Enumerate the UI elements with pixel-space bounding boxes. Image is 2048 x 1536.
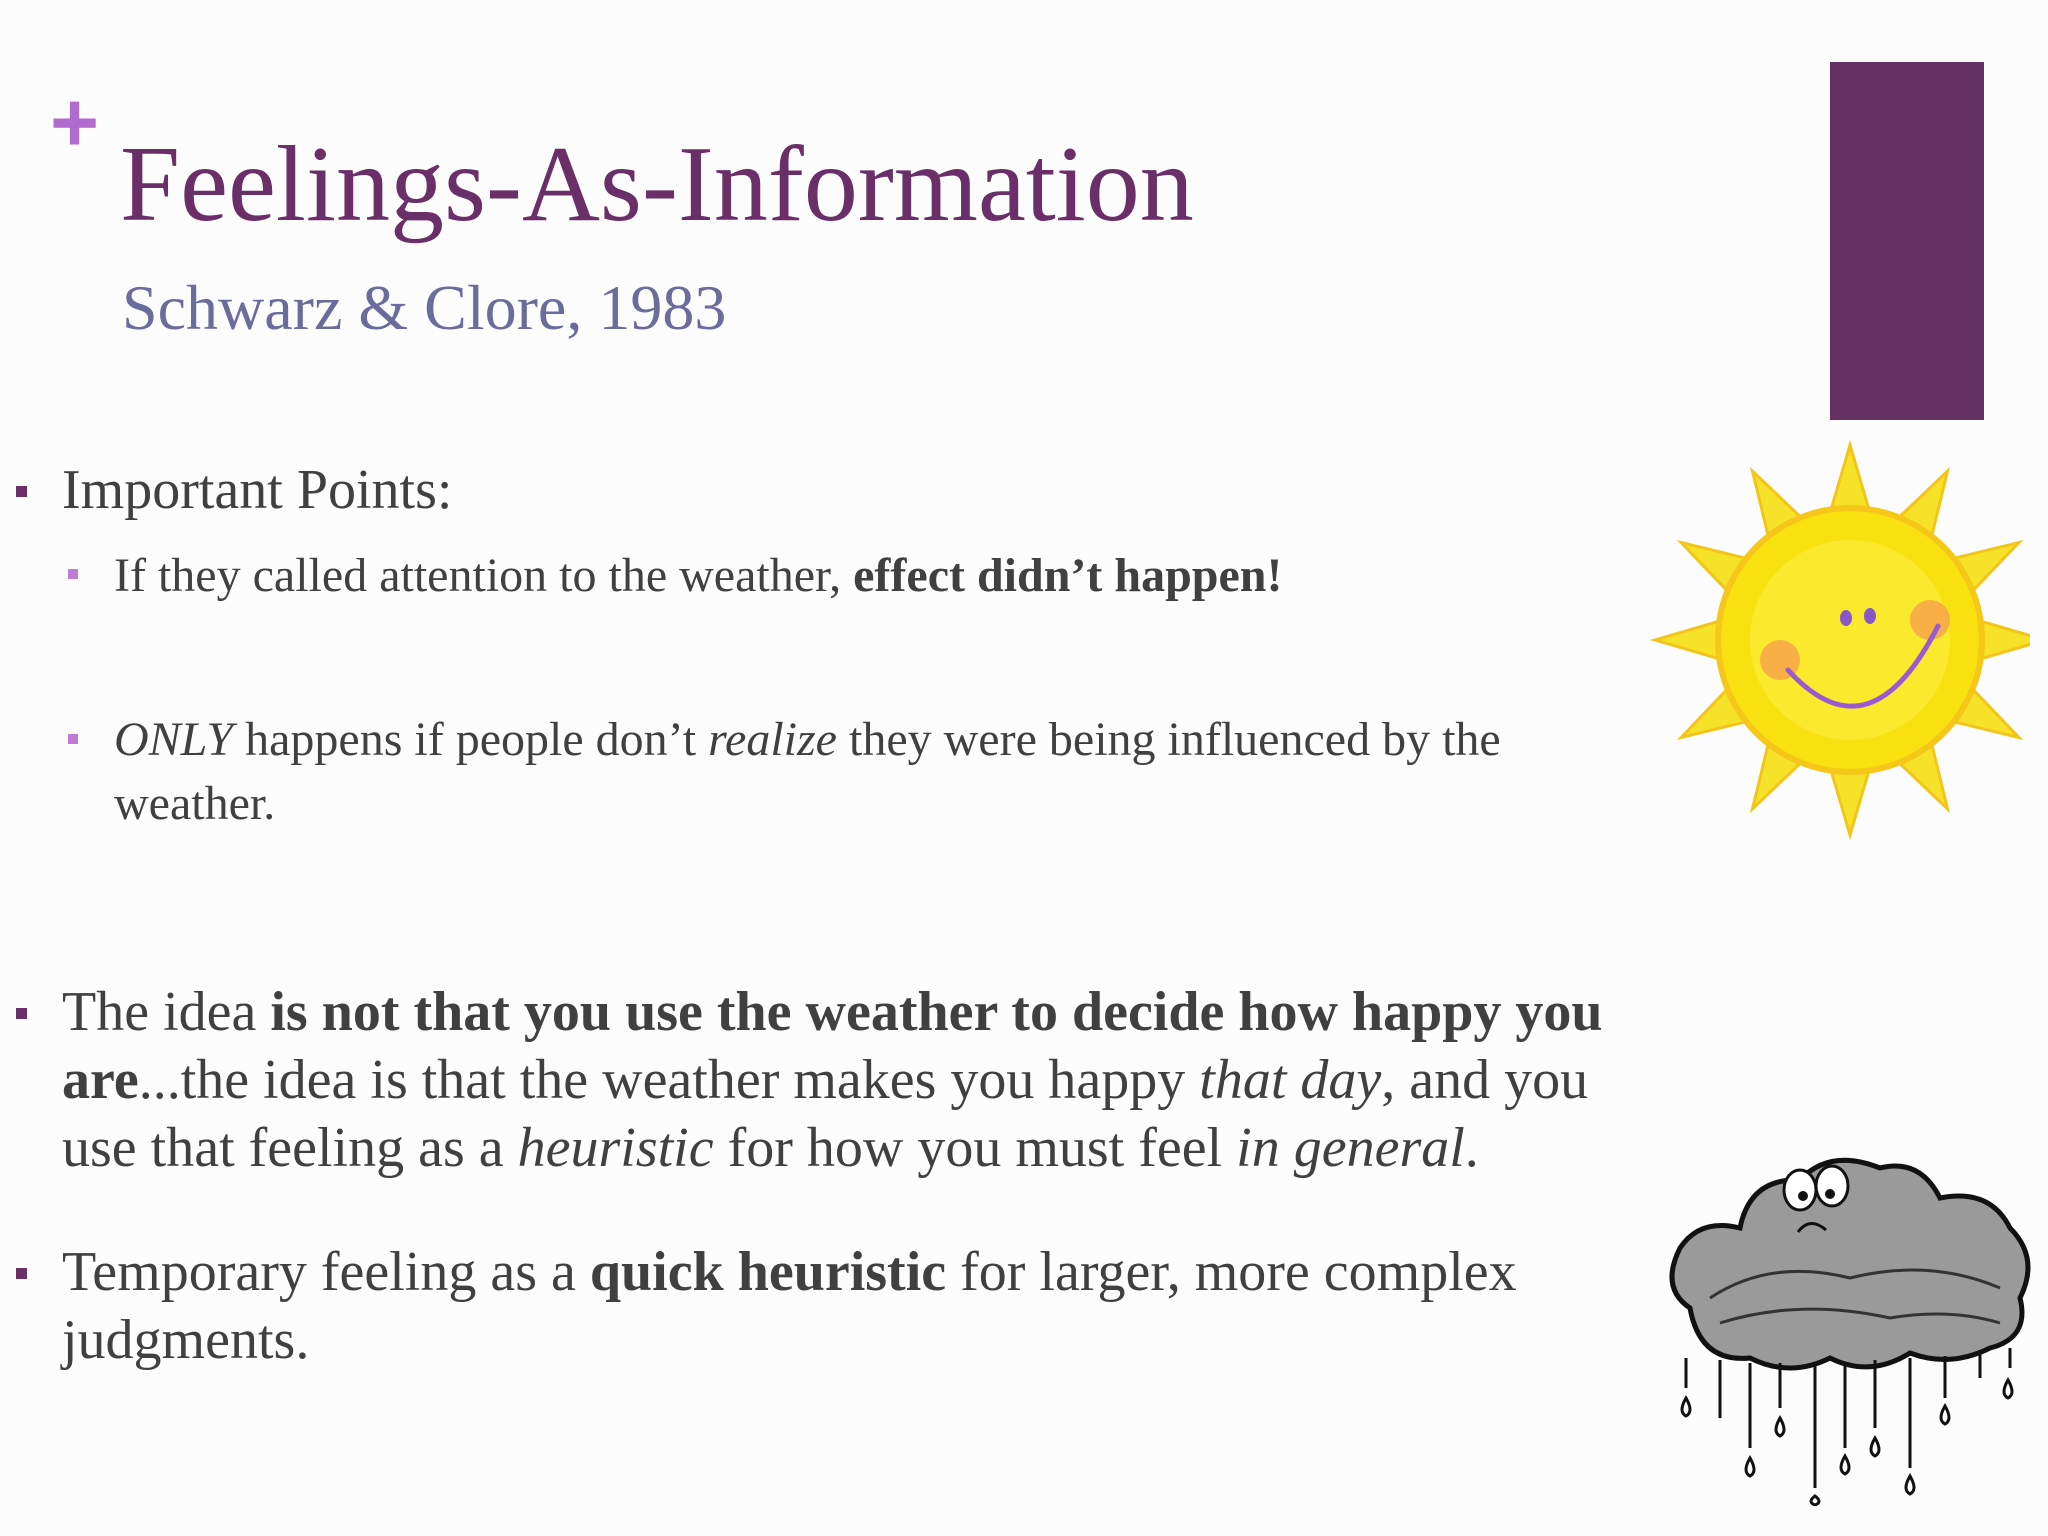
bullet-idea-text4: use that feeling as a xyxy=(62,1117,518,1179)
sub-bullet-attention-text: If they called attention to the weather, xyxy=(114,549,854,602)
bullet-idea-text5: for how you must feel xyxy=(713,1117,1237,1179)
bullet-marker xyxy=(16,486,27,497)
slide-subtitle: Schwarz & Clore, 1983 xyxy=(122,272,727,343)
bullet-idea-text2: ...the idea is that the weather makes you happy xyxy=(138,1049,1200,1111)
sub-bullet-only-line2: weather. xyxy=(114,777,276,830)
bullet-idea-line2 xyxy=(62,1046,1588,1114)
bullet-idea-line1 xyxy=(62,978,1603,1046)
bullet-temporary-text2: for larger, more complex xyxy=(946,1241,1517,1303)
bullet-idea-text3: , and you xyxy=(1381,1049,1589,1111)
sub-bullet-only-text: happens if people don’t xyxy=(233,713,709,766)
sub-bullet-attention-bold: effect didn’t happen! xyxy=(853,549,1283,602)
bullet-marker xyxy=(16,1008,27,1019)
bullet-important-points: Important Points: xyxy=(62,459,453,521)
bullet-temporary-text: Temporary feeling as a xyxy=(62,1241,590,1303)
plus-icon: + xyxy=(50,75,100,169)
bullet-idea-text: The idea xyxy=(62,981,271,1043)
sub-bullet-attention xyxy=(114,544,1282,608)
bullet-idea-bold: is not that you use the weather to decide how happy you xyxy=(270,981,1603,1043)
sub-bullet-marker xyxy=(68,734,78,744)
bullet-idea-italic-general: in general xyxy=(1236,1117,1465,1179)
smiling-sun-icon xyxy=(1650,440,2030,840)
bullet-temporary-line1 xyxy=(62,1238,1517,1306)
sad-rain-cloud-icon xyxy=(1650,1148,2042,1506)
bullet-idea-italic-thatday: that day xyxy=(1199,1049,1382,1111)
accent-bar xyxy=(1830,62,1984,420)
sub-bullet-realize-italic: realize xyxy=(708,713,837,766)
sub-bullet-only-italic: ONLY xyxy=(114,713,234,766)
sub-bullet-only-text-end: they were being influenced by the xyxy=(836,713,1501,766)
slide-title: Feelings-As-Information xyxy=(120,125,1194,244)
bullet-temporary-line2: judgments. xyxy=(62,1309,310,1371)
bullet-idea-line3 xyxy=(62,1114,1479,1182)
bullet-idea-text6: . xyxy=(1464,1117,1479,1179)
sub-bullet-marker xyxy=(68,569,78,579)
bullet-temporary-bold: quick heuristic xyxy=(589,1241,947,1303)
sub-bullet-only-line1 xyxy=(114,708,1501,772)
bullet-idea-italic-heuristic: heuristic xyxy=(517,1117,714,1179)
bullet-marker xyxy=(16,1268,27,1279)
bullet-idea-bold-are: are xyxy=(62,1049,139,1111)
